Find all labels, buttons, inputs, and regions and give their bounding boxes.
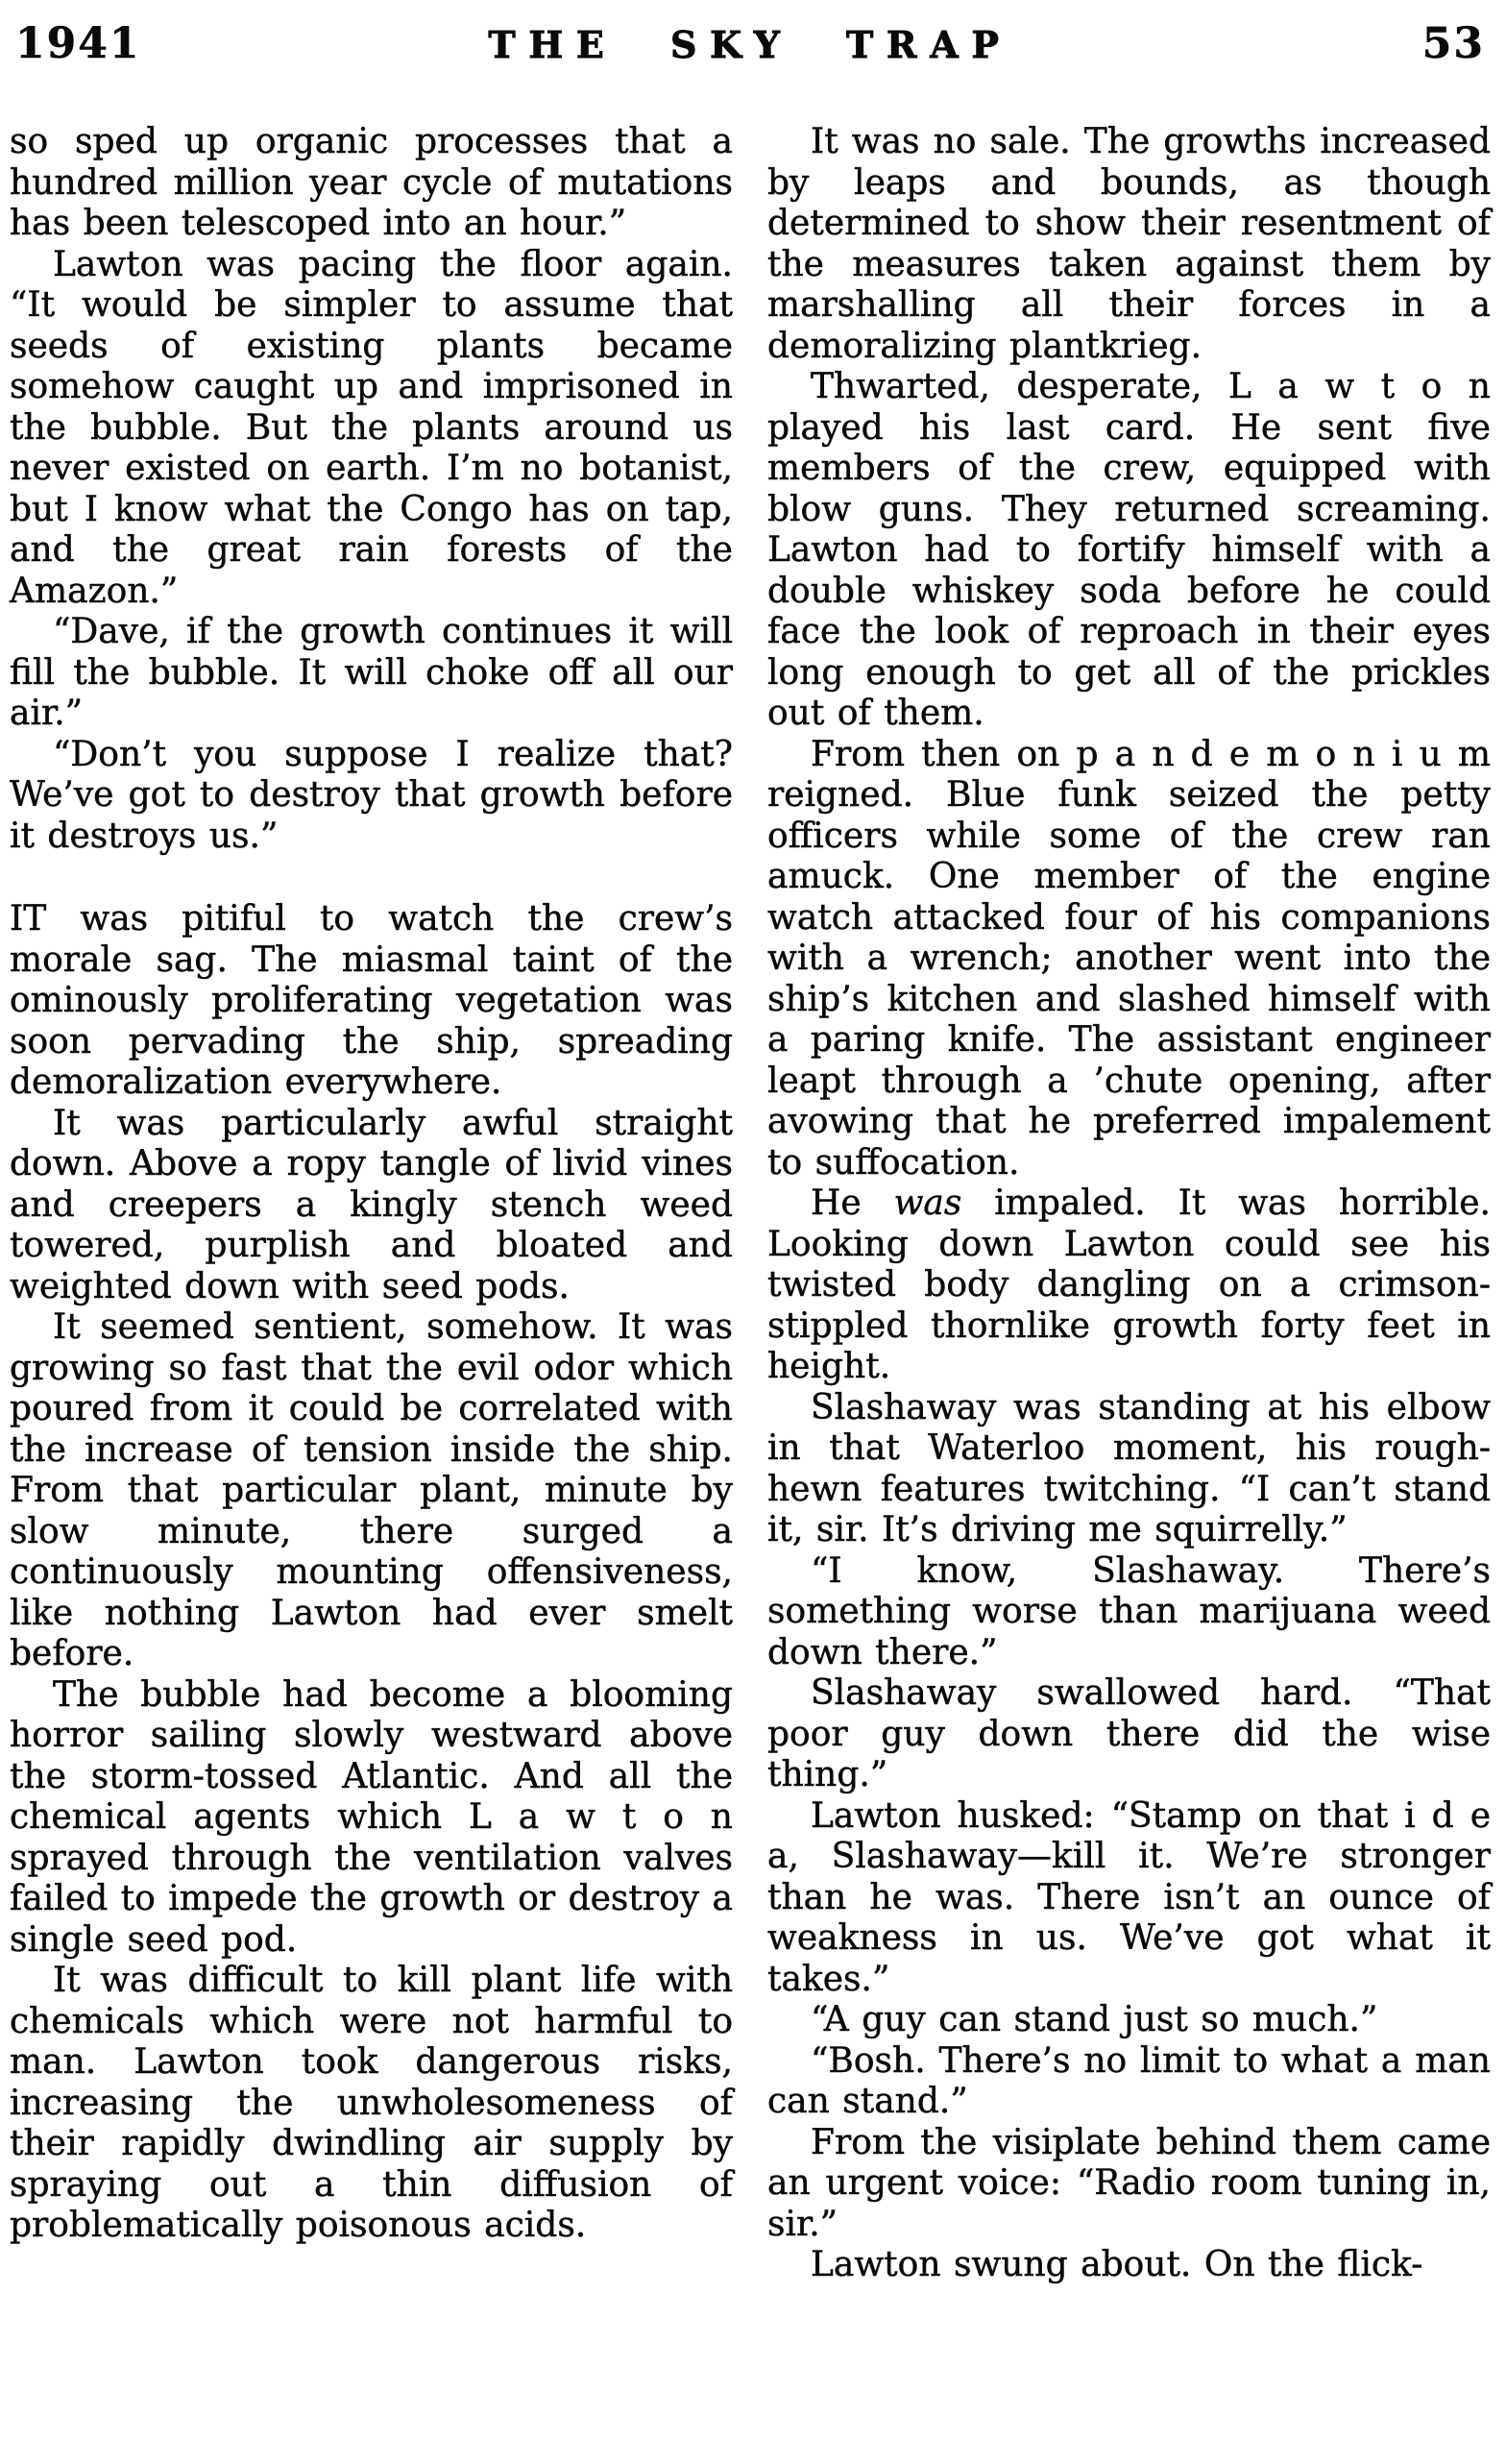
text-columns — [10, 122, 1491, 2286]
paragraph: It seemed sentient, somehow. It was growing so fast that the evil odor which poured from it could be correlated with the increase of tension inside the ship. From that particular plant, minute by slow minute, there surged a continuously mounting offensiveness, like nothing Lawton had ever smelt before. — [10, 1307, 733, 1673]
paragraph: The bubble had become a blooming horror sailing slowly westward above the storm-tossed Atlantic. And all the chemical agents which L a w t o n sprayed through the ventilation valves failed to impede the growth or destroy a single seed pod. — [10, 1674, 733, 1960]
paragraph: “A guy can stand just so much.” — [811, 2000, 1378, 2039]
paragraph: “I know, Slashaway. There’s something worse than marijuana weed down there.” — [767, 1550, 1491, 1672]
paragraph: “Dave, if the growth continues it will fill the bubble. It will choke off all our air.” — [10, 612, 733, 733]
paragraph: From the visiplate behind them came an urgent voice: “Radio room tuning in, sir.” — [767, 2122, 1491, 2244]
paragraph: Lawton husked: “Stamp on that i d e a, Slashaway—kill it. We’re stronger than he was. There isn’t an ounce of weakness in us. We’ve got what it takes.” — [767, 1795, 1491, 1999]
paragraph: Slashaway was standing at his elbow in that Waterloo moment, his rough-hewn features twitching. “I can’t stand it, sir. It’s driving me squirrelly.” — [767, 1387, 1491, 1549]
paragraph: It was no sale. The growths increased by leaps and bounds, as though determined to show their resentment of the measures taken against them by marshalling all their forces in a demoralizing plantkrieg. — [767, 122, 1491, 366]
paragraph: so sped up organic processes that a hundred million year cycle of mutations has been telescoped into an hour.” — [10, 122, 733, 243]
paragraph: Thwarted, desperate, L a w t o n played his last card. He sent five members of the crew, equipped with blow guns. They returned screaming. Lawton had to fortify himself with a double whiskey soda before he could face the look of reproach in their eyes long enough to get all of the prickles out of them. — [767, 367, 1491, 733]
paragraph: Lawton swung about. On the flick- — [811, 2245, 1423, 2284]
paragraph: Slashaway swallowed hard. “That poor guy down there did the wise thing.” — [767, 1673, 1491, 1794]
paragraph: “Bosh. There’s no limit to what a man can stand.” — [767, 2040, 1491, 2121]
page-title: THE SKY TRAP — [488, 23, 1012, 66]
paragraph: It was difficult to kill plant life with chemicals which were not harmful to man. Lawton took dangerous risks, increasing the unwholesomeness of their rapidly dwindling air supply by spraying out a thin diffusion of problematically poisonous acids. — [10, 1961, 733, 2245]
paragraph: It was particularly awful straight down. Above a ropy tangle of livid vines and creepers a kingly stench weed towered, purplish and bloated and weighted down with seed pods. — [10, 1103, 733, 1306]
paragraph: Lawton was pacing the floor again. “It would be simpler to assume that seeds of existing plants became somehow caught up and imprisoned in the bubble. But the plants around us never existed on earth. I’m no botanist, but I know what the Congo has on tap, and the great rain forests of the Amazon.” — [10, 244, 733, 611]
right-column — [767, 122, 1491, 2286]
paragraph — [767, 1183, 1491, 1388]
paragraph: “Don’t you suppose I realize that? We’ve got to destroy that growth before it destroys us.” — [10, 734, 733, 856]
paragraph-text: He — [811, 1183, 894, 1223]
running-header — [10, 19, 1491, 68]
page-number: 53 — [1421, 19, 1485, 68]
year-label: 1941 — [15, 19, 141, 68]
paragraph-text: impaled. It was horrible. Looking down Lawton could see his twisted body dangling on a crimson-stippled thornlike growth forty feet in height. — [767, 1183, 1491, 1386]
left-column — [10, 122, 733, 2286]
italic-word: was — [893, 1183, 962, 1223]
paragraph-section-opener: IT was pitiful to watch the crew’s morale sag. The miasmal taint of the ominously proliferating vegetation was soon pervading the ship, spreading demoralization everywhere. — [10, 899, 733, 1102]
paragraph: From then on p a n d e m o n i u m reigned. Blue funk seized the petty officers while some of the crew ran amuck. One member of the engine watch attacked four of his companions with a wrench; another went into the ship’s kitchen and slashed himself with a paring knife. The assistant engineer leapt through a ’chute opening, after avowing that he preferred impalement to suffocation. — [767, 734, 1491, 1183]
